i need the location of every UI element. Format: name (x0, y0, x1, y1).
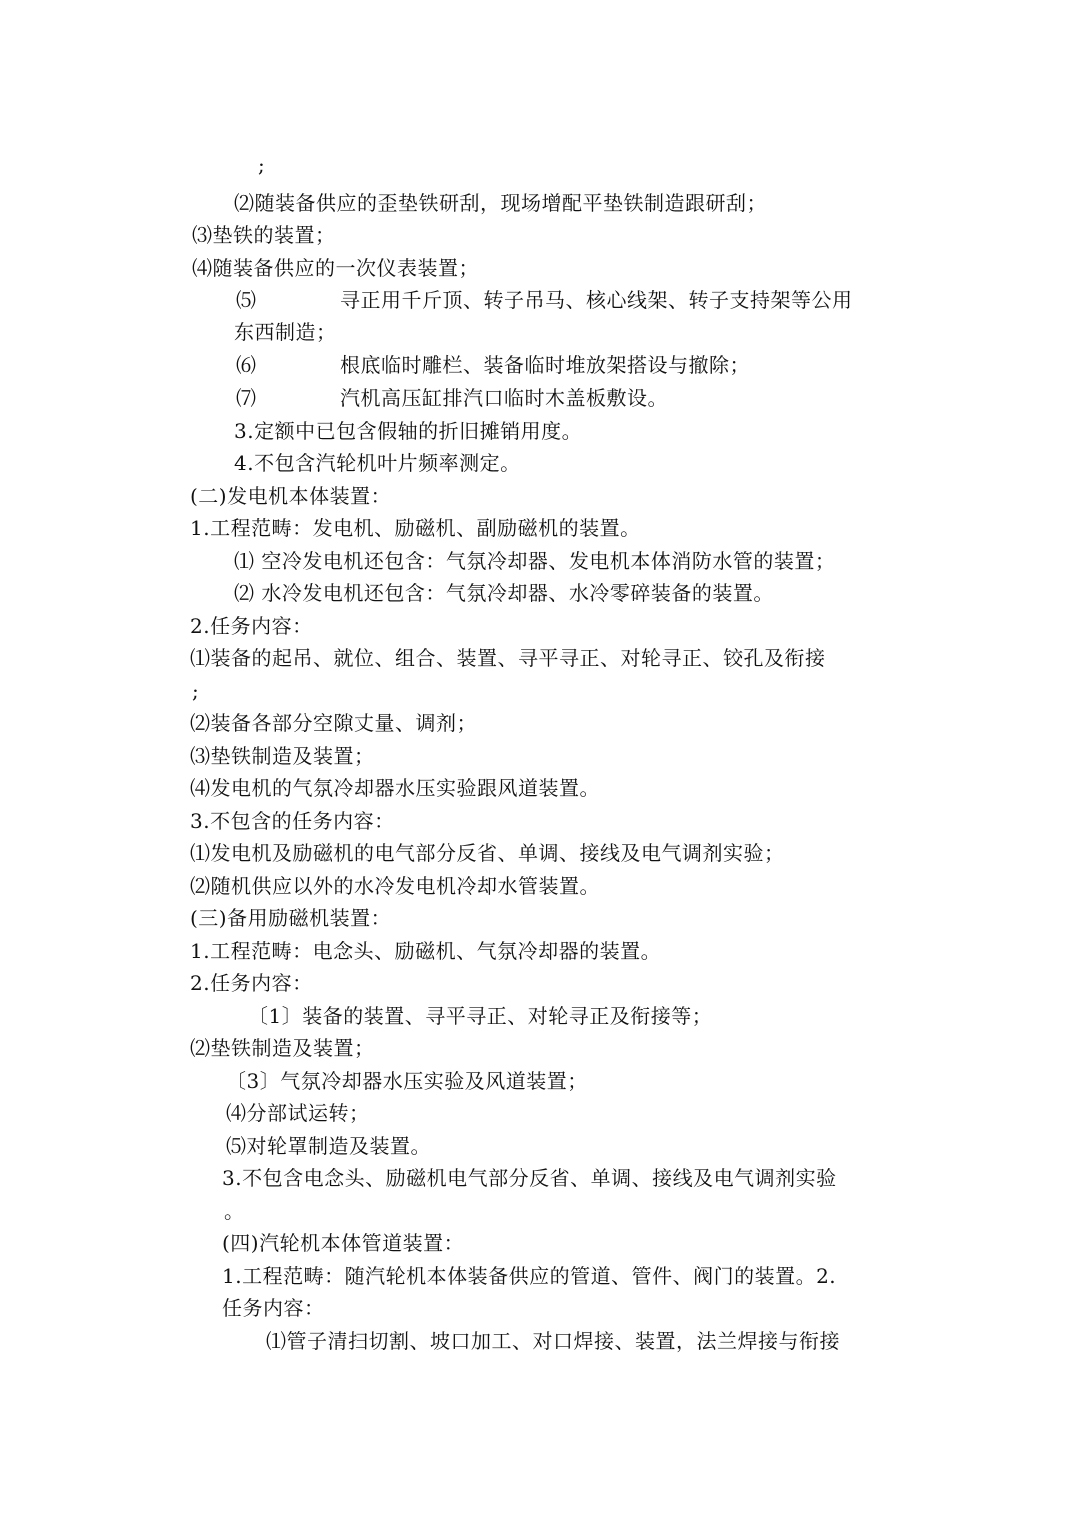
text-line: ⑵垫铁制造及装置； (190, 1036, 375, 1060)
text-line: 东西制造； (234, 320, 337, 344)
text-line: 3.不包含的任务内容： (190, 809, 395, 833)
text-line: 2.任务内容： (190, 971, 313, 995)
text-line: ⑷发电机的气氛冷却器水压实验跟风道装置。 (190, 776, 600, 800)
text-line: ⑵ 水冷发电机还包含：气氛冷却器、水冷零碎装备的装置。 (234, 581, 774, 605)
text-line: 汽机高压缸排汽口临时木盖板敷设。 (340, 386, 668, 410)
list-number: ⑹ (236, 353, 257, 377)
text-line: ⑵随装备供应的歪垫铁研刮，现场增配平垫铁制造跟研刮； (234, 191, 767, 215)
text-line: 根底临时雕栏、装备临时堆放架搭设与撤除； (340, 353, 750, 377)
list-number: ⑸ (236, 288, 257, 312)
section-heading: (二)发电机本体装置： (190, 484, 392, 508)
text-line: 任务内容： (222, 1296, 325, 1320)
text-line: ⑴管子清扫切割、坡口加工、对口焊接、装置，法兰焊接与衔接 (266, 1329, 840, 1353)
text-line: 寻正用千斤顶、转子吊马、核心线架、转子支持架等公用 (340, 288, 853, 312)
text-line: 。 (224, 1199, 245, 1223)
text-line: ⑶垫铁制造及装置； (190, 744, 375, 768)
text-line: 2.任务内容： (190, 614, 313, 638)
text-line: ⑵装备各部分空隙丈量、调剂； (190, 711, 477, 735)
text-line: ⑸对轮罩制造及装置。 (226, 1134, 431, 1158)
text-line: 1.工程范畴：发电机、励磁机、副励磁机的装置。 (190, 516, 641, 540)
list-number: ⑺ (236, 386, 257, 410)
text-line: 3.不包含电念头、励磁机电气部分反省、单调、接线及电气调剂实验 (222, 1166, 837, 1190)
text-line: ⑵随机供应以外的水冷发电机冷却水管装置。 (190, 874, 600, 898)
text-line: ⑷随装备供应的一次仪表装置； (192, 256, 479, 280)
text-line: 4.不包含汽轮机叶片频率测定。 (234, 451, 521, 475)
text-line: ; (258, 153, 266, 177)
text-line: ⑷分部试运转； (226, 1101, 370, 1125)
text-line: 〔3〕气氛冷却器水压实验及风道装置； (226, 1069, 588, 1093)
section-heading: (四)汽轮机本体管道装置： (222, 1231, 465, 1255)
section-heading: (三)备用励磁机装置： (190, 906, 392, 930)
text-line: 3.定额中已包含假轴的折旧摊销用度。 (234, 419, 583, 443)
text-line: ⑴装备的起吊、就位、组合、装置、寻平寻正、对轮寻正、铰孔及衔接 (190, 646, 826, 670)
text-line: ⑴发电机及励磁机的电气部分反省、单调、接线及电气调剂实验； (190, 841, 785, 865)
text-line: 1.工程范畴：随汽轮机本体装备供应的管道、管件、阀门的装置。2. (222, 1264, 837, 1288)
text-line: ⑴ 空冷发电机还包含：气氛冷却器、发电机本体消防水管的装置； (234, 549, 836, 573)
text-line: ; (192, 679, 200, 703)
text-line: 〔1〕装备的装置、寻平寻正、对轮寻正及衔接等； (248, 1004, 713, 1028)
text-line: ⑶垫铁的装置； (192, 223, 336, 247)
text-line: 1.工程范畴：电念头、励磁机、气氛冷却器的装置。 (190, 939, 662, 963)
